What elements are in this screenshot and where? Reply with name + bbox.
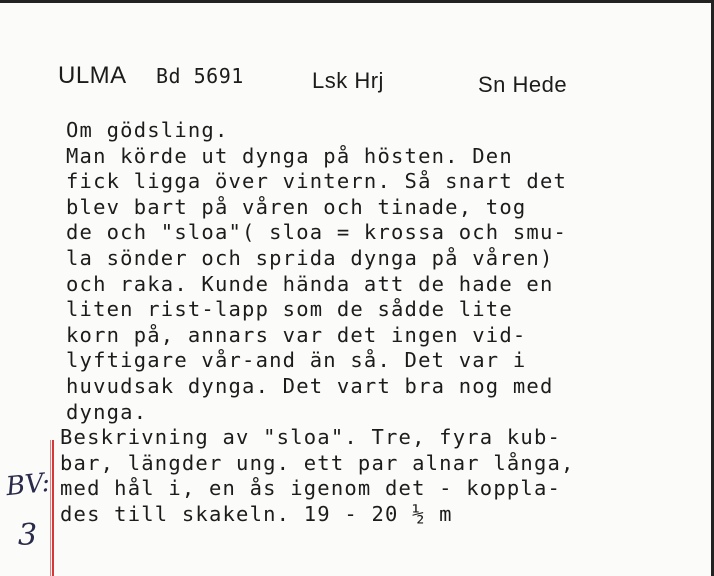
record-number: Bd 5691 xyxy=(156,64,244,88)
margin-note-line2: 3 xyxy=(18,518,38,553)
text-line: Beskrivning av "sloa". Tre, fyra kub- xyxy=(60,425,562,450)
text-line: la sönder och sprida dynga på våren) xyxy=(66,245,554,270)
text-line: med hål i, en ås igenom det - koppla- xyxy=(60,476,562,501)
text-line: Om gödsling. xyxy=(66,118,229,142)
text-line: huvudsak dynga. Det vart bra nog med xyxy=(66,373,554,398)
parish-label: Sn Hede xyxy=(478,72,568,97)
text-line: bar, längder ung. ett par alnar långa, xyxy=(60,450,575,475)
card-header xyxy=(0,62,714,102)
text-line: Man körde ut dynga på hösten. Den xyxy=(66,143,513,168)
archive-code: ULMA xyxy=(58,62,127,89)
text-line: lyftigare vår-and än så. Det var i xyxy=(66,348,527,373)
text-line: de och "sloa"( sloa = krossa och smu- xyxy=(66,220,568,245)
text-line: liten rist-lapp som de sådde lite xyxy=(66,297,513,322)
handwritten-margin-note xyxy=(4,467,52,570)
text-line: dynga. xyxy=(66,399,148,424)
text-line: och raka. Kunde hända att de hade en xyxy=(66,271,554,296)
text-line: des till skakeln. 19 - 20 ½ m xyxy=(60,501,453,526)
text-line: blev bart på våren och tinade, tog xyxy=(66,194,527,219)
county-label: Lsk Hrj xyxy=(312,68,384,93)
text-line: fick ligga över vintern. Så snart det xyxy=(66,169,568,194)
margin-note-line1: BV: xyxy=(4,467,52,503)
card-body-text xyxy=(60,118,686,528)
text-line: korn på, annars var det ingen vid- xyxy=(66,322,527,347)
margin-rule xyxy=(52,440,54,576)
card-top-border xyxy=(0,0,714,3)
